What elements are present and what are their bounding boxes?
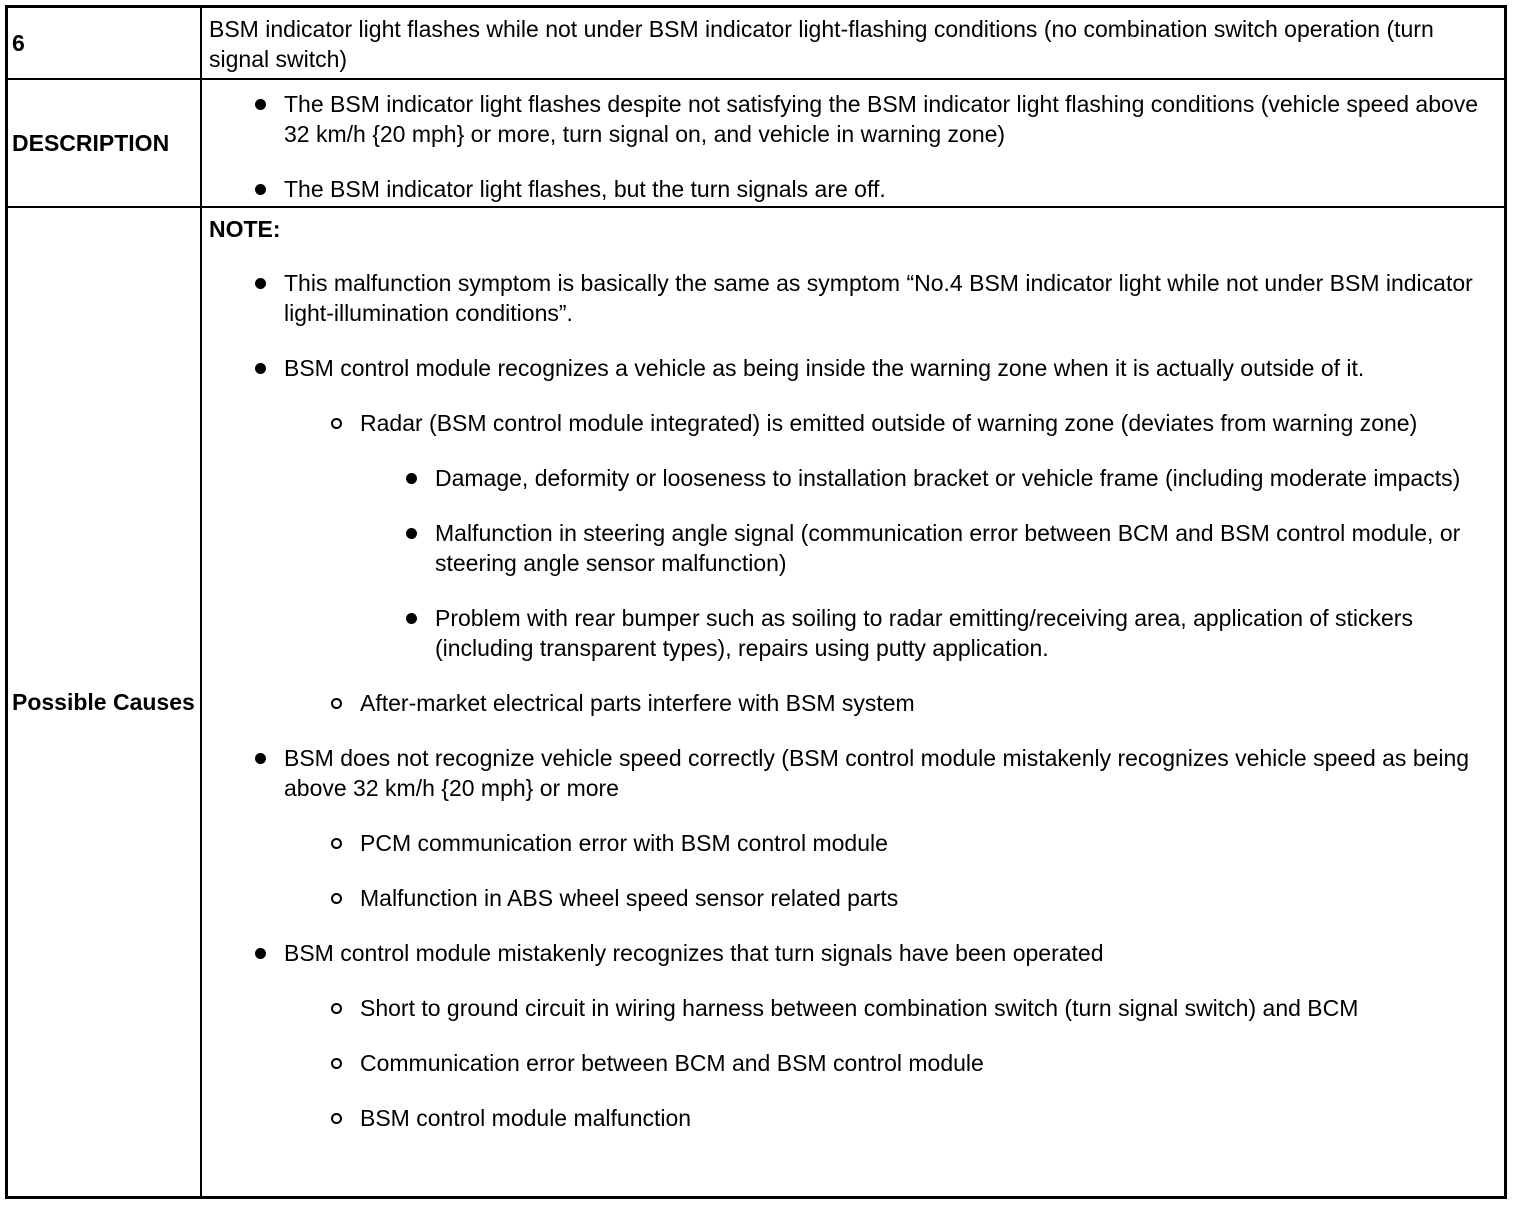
list-item-text: PCM communication error with BSM control module <box>360 830 888 856</box>
description-content <box>204 80 1504 206</box>
list-item-text: BSM control module malfunction <box>360 1105 692 1131</box>
bullet-icon <box>406 613 417 624</box>
list-item-text: Communication error between BCM and BSM control module <box>360 1050 984 1076</box>
bullet-icon <box>255 99 266 110</box>
list-item <box>209 174 1486 204</box>
list-item <box>209 1048 1486 1078</box>
list-item-text: This malfunction symptom is basically the same as symptom “No.4 BSM indicator light while not under BSM indicator light-illumination conditions”. <box>284 270 1473 326</box>
description-label: DESCRIPTION <box>8 80 202 206</box>
symptom-number: 6 <box>8 8 202 78</box>
circle-bullet-icon <box>331 1058 342 1069</box>
list-item <box>209 603 1486 663</box>
list-item <box>209 463 1486 493</box>
bullet-icon <box>406 473 417 484</box>
list-item <box>209 828 1486 858</box>
list-item-text: Malfunction in ABS wheel speed sensor related parts <box>360 885 899 911</box>
bullet-icon <box>255 753 266 764</box>
list-item <box>209 89 1486 149</box>
bullet-icon <box>255 363 266 374</box>
circle-bullet-icon <box>331 893 342 904</box>
troubleshooting-table <box>5 5 1507 1199</box>
list-item-text: BSM control module mistakenly recognizes that turn signals have been operated <box>284 940 1104 966</box>
list-item-text: BSM control module recognizes a vehicle as being inside the warning zone when it is actually outside of it. <box>284 355 1365 381</box>
symptom-row <box>8 8 1504 80</box>
circle-bullet-icon <box>331 1113 342 1124</box>
bullet-icon <box>255 278 266 289</box>
possible-causes-label: Possible Causes <box>8 208 202 1196</box>
list-item <box>209 353 1486 383</box>
possible-causes-content <box>204 208 1504 1196</box>
list-item <box>209 688 1486 718</box>
list-item <box>209 268 1486 328</box>
circle-bullet-icon <box>331 1003 342 1014</box>
list-item <box>209 408 1486 438</box>
possible-causes-row <box>8 208 1504 1196</box>
description-row <box>8 80 1504 208</box>
list-item-text: Problem with rear bumper such as soiling to radar emitting/receiving area, application of stickers (including transparent types), repairs using putty application. <box>435 605 1413 661</box>
list-item-text: Damage, deformity or looseness to installation bracket or vehicle frame (including moderate impacts) <box>435 465 1461 491</box>
note-label: NOTE: <box>209 216 281 242</box>
circle-bullet-icon <box>331 698 342 709</box>
circle-bullet-icon <box>331 838 342 849</box>
bullet-icon <box>255 184 266 195</box>
bullet-icon <box>255 948 266 959</box>
list-item-text: Short to ground circuit in wiring harness between combination switch (turn signal switch) and BCM <box>360 995 1359 1021</box>
bullet-icon <box>406 528 417 539</box>
list-item-text: The BSM indicator light flashes, but the turn signals are off. <box>284 176 886 202</box>
list-item <box>209 518 1486 578</box>
list-item <box>209 938 1486 968</box>
list-item <box>209 993 1486 1023</box>
list-item-text: The BSM indicator light flashes despite not satisfying the BSM indicator light flashing conditions (vehicle speed above 32 km/h {20 mph} or more, turn signal on, and vehicle in warning zone) <box>284 91 1479 147</box>
list-item <box>209 1103 1486 1133</box>
list-item-text: Radar (BSM control module integrated) is emitted outside of warning zone (deviates from warning zone) <box>360 410 1418 436</box>
list-item-text: After-market electrical parts interfere with BSM system <box>360 690 915 716</box>
list-item-text: BSM does not recognize vehicle speed correctly (BSM control module mistakenly recognizes vehicle speed as being above 32 km/h {20 mph} or more <box>284 745 1470 801</box>
circle-bullet-icon <box>331 418 342 429</box>
list-item <box>209 883 1486 913</box>
list-item <box>209 743 1486 803</box>
symptom-title: BSM indicator light flashes while not under BSM indicator light-flashing conditions (no combination switch operation (turn signal switch) <box>209 16 1434 72</box>
list-item-text: Malfunction in steering angle signal (communication error between BCM and BSM control module, or steering angle sensor malfunction) <box>435 520 1461 576</box>
